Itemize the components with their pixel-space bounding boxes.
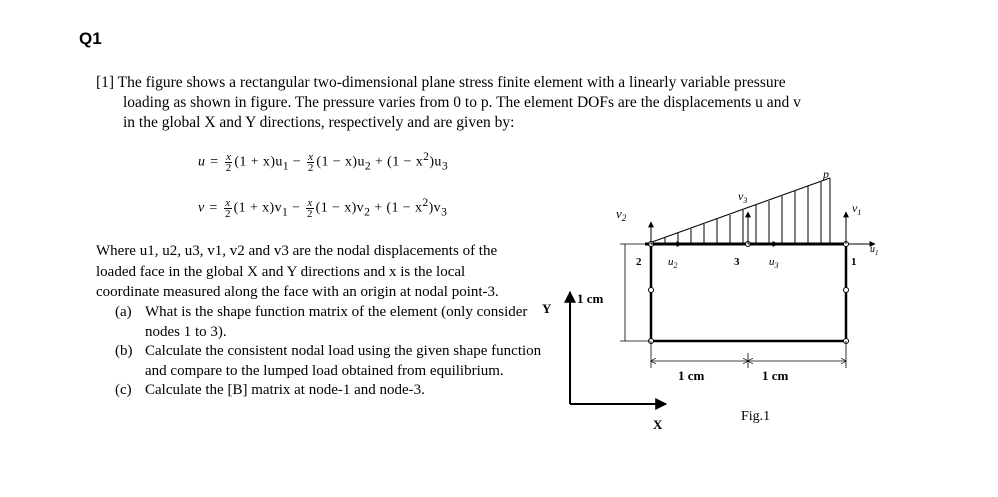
figure-caption: Fig.1 bbox=[741, 409, 771, 424]
fraction: $\frac{x}{2}$ bbox=[307, 196, 313, 220]
fraction: $\frac{x}{2}$ bbox=[224, 196, 231, 220]
node-2-number: 2 bbox=[636, 256, 642, 268]
u2-label: $u_2$ bbox=[668, 256, 678, 270]
height-dim-label: 1 cm bbox=[577, 291, 604, 306]
problem-intro bbox=[96, 73, 956, 133]
intro-line-1: [1] The figure shows a rectangular two-dimensional plane stress finite element with a linearly variable pressure bbox=[96, 74, 786, 91]
mid-right-marker bbox=[844, 288, 849, 293]
question-label: Q1 bbox=[79, 29, 102, 48]
node-1-number: 1 bbox=[851, 256, 857, 268]
u3-label: $u_3$ bbox=[769, 256, 779, 270]
v1-label: $v_1$ bbox=[852, 201, 862, 217]
element-figure bbox=[542, 160, 880, 440]
fraction: $\frac{x}{2}$ bbox=[307, 150, 314, 174]
where-paragraph bbox=[96, 241, 566, 303]
node-3-number: 3 bbox=[734, 256, 740, 268]
where-line-1: Where u1, u2, u3, v1, v2 and v3 are the nodal displacements of the bbox=[96, 243, 498, 259]
intro-line-2: loading as shown in figure. The pressure varies from 0 to p. The element DOFs are the displacements u and v bbox=[123, 94, 801, 111]
pressure-line bbox=[652, 178, 830, 242]
sub-questions bbox=[115, 303, 545, 401]
where-line-3: coordinate measured along the face with an origin at nodal point-3. bbox=[96, 284, 499, 300]
u1-label: $u_1$ bbox=[870, 244, 879, 257]
x-axis-label: X bbox=[653, 417, 663, 432]
fraction: $\frac{x}{2}$ bbox=[225, 150, 232, 174]
sub-question-a: (a) What is the shape function matrix of the element (only consider nodes 1 to 3). bbox=[115, 304, 528, 340]
width-dim-left-label: 1 cm bbox=[678, 368, 705, 383]
v2-label: $v_2$ bbox=[616, 206, 627, 223]
equation-u: u = $\frac{x}{2}$ $(1 + x)u_1$ − $\frac{x}{2}$ $(1 - x)u_2 + (1 - x^2)u_3$ bbox=[198, 150, 449, 174]
v3-label: $v_3$ bbox=[738, 189, 748, 205]
element-rectangle bbox=[651, 244, 846, 341]
y-axis-label: Y bbox=[542, 301, 552, 316]
sub-question-b: (b) Calculate the consistent nodal load using the given shape function and compare to the lumped load obtained from equilibrium. bbox=[115, 343, 542, 379]
u-lhs: u = bbox=[198, 154, 220, 170]
v-lhs: v = bbox=[198, 200, 219, 216]
where-line-2: loaded face in the global X and Y directions and x is the local bbox=[96, 263, 466, 280]
width-dim-right-label: 1 cm bbox=[762, 368, 789, 383]
sub-question-c: (c) Calculate the [B] matrix at node-1 and node-3. bbox=[115, 382, 425, 398]
mid-left-marker bbox=[649, 288, 654, 293]
load-label: p bbox=[823, 167, 829, 181]
intro-line-3: in the global X and Y directions, respectively and are given by: bbox=[123, 114, 515, 131]
equation-v: v = $\frac{x}{2}$ $(1 + x)v_1$ − $\frac{x}{2}$ $(1 - x)v_2 + (1 - x^2)v_3$ bbox=[198, 196, 448, 220]
